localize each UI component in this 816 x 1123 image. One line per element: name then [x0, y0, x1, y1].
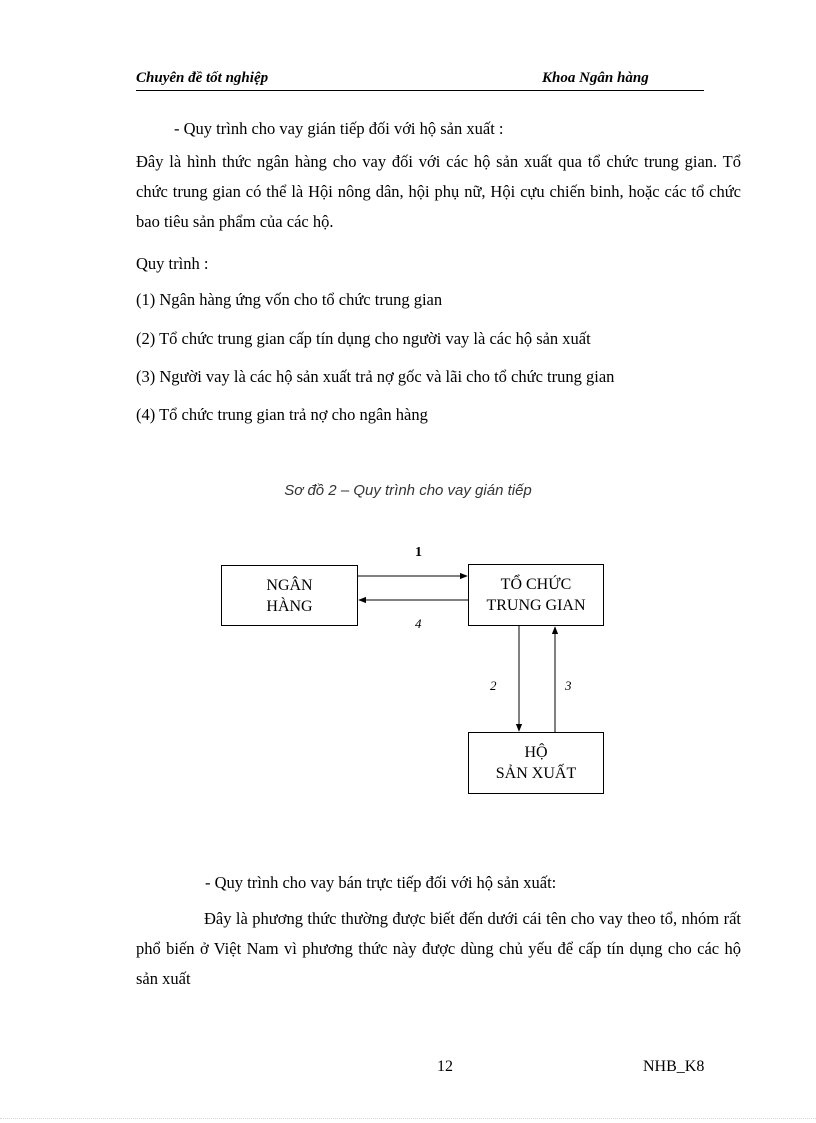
process-step-4: (4) Tổ chức trung gian trả nợ cho ngân hàng: [136, 405, 428, 424]
diagram-caption: Sơ đồ 2 – Quy trình cho vay gián tiếp: [284, 482, 532, 499]
household-line2: SẢN XUẤT: [495, 765, 577, 782]
section1-paragraph: Đây là hình thức ngân hàng cho vay đối với các hộ sản xuất qua tổ chức trung gian. Tổ chức trung gian có thể là Hội nông dân, hội phụ nữ, Hội cựu chiến binh, hoặc các tổ chức bao tiêu sản phẩm của các hộ.: [136, 152, 741, 231]
flow-label-1: 1: [415, 545, 422, 560]
household-line1: HỘ: [524, 744, 548, 761]
intermediary-box: [468, 564, 604, 626]
intermediary-line1: TỔ CHỨC: [500, 576, 572, 593]
flow-label-3: 3: [565, 678, 572, 693]
bank-line2: HÀNG: [266, 597, 313, 615]
intermediary-line2: TRUNG GIAN: [486, 597, 586, 614]
household-box: [468, 732, 604, 794]
process-step-3: (3) Người vay là các hộ sản xuất trả nợ gốc và lãi cho tổ chức trung gian: [136, 367, 615, 386]
section2-paragraph: Đây là phương thức thường được biết đến dưới cái tên cho vay theo tổ, nhóm rất phổ biến ở Việt Nam vì phương thức này được dùng chủ yếu để cấp tín dụng cho các hộ sản xuất: [136, 909, 741, 988]
footer-code: NHB_K8: [643, 1058, 705, 1075]
section2-title: - Quy trình cho vay bán trực tiếp đối với hộ sản xuất:: [205, 873, 557, 892]
page-number: 12: [437, 1058, 453, 1075]
bank-line1: NGÂN: [266, 576, 313, 594]
flow-label-4: 4: [415, 616, 422, 631]
flow-label-2: 2: [490, 678, 497, 693]
section1-title: - Quy trình cho vay gián tiếp đối với hộ sản xuất :: [174, 119, 504, 138]
page-bottom-border: [0, 1118, 816, 1119]
process-step-1: (1) Ngân hàng ứng vốn cho tổ chức trung gian: [136, 290, 443, 309]
bank-box: [221, 565, 358, 626]
header-title-left: Chuyên đề tốt nghiệp: [136, 70, 269, 86]
header-title-right: Khoa Ngân hàng: [542, 70, 649, 86]
process-label: Quy trình :: [136, 254, 209, 273]
process-step-2: (2) Tổ chức trung gian cấp tín dụng cho người vay là các hộ sản xuất: [136, 329, 591, 348]
